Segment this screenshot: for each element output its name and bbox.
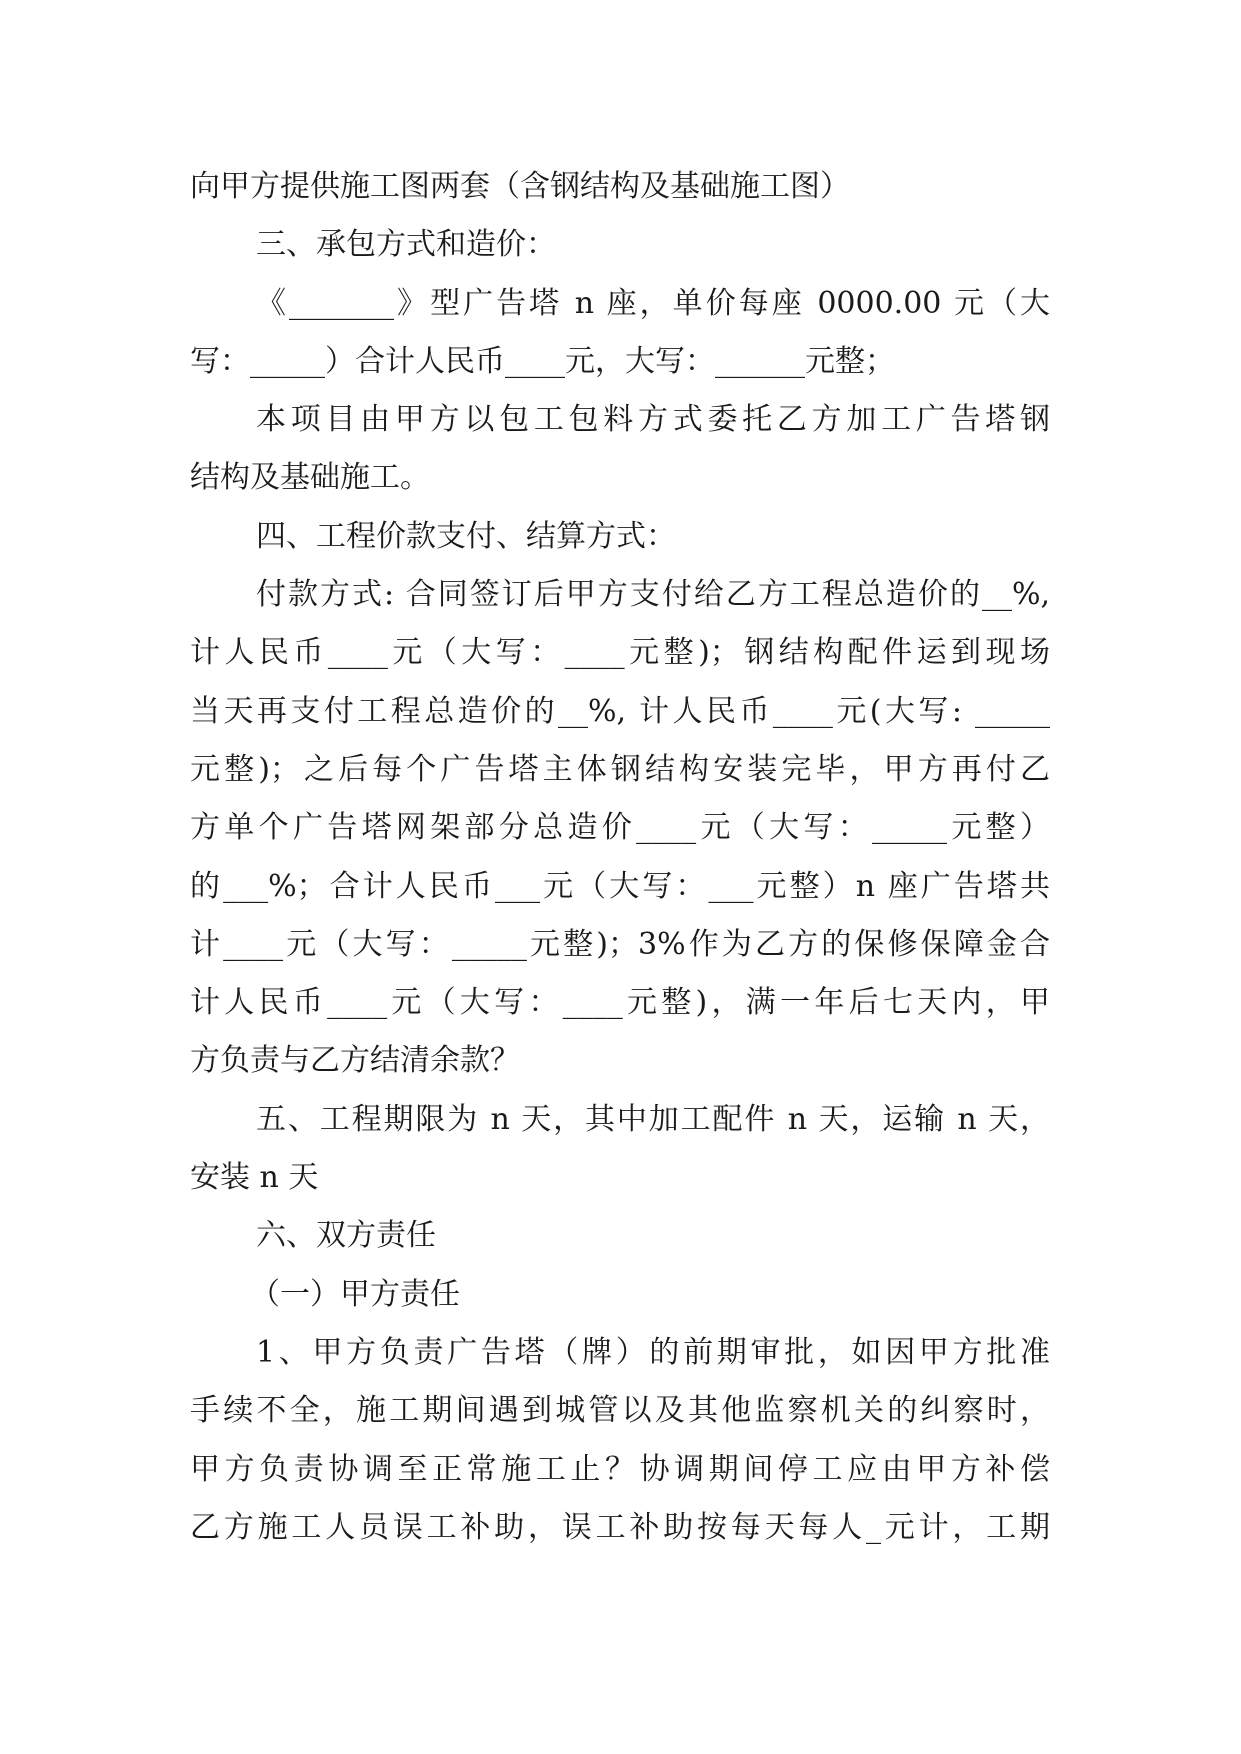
- text-line: 手续不全，施工期间遇到城管以及其他监察机关的纠察时，: [190, 1393, 1050, 1429]
- text-line: 方负责与乙方结清余款？: [190, 1043, 520, 1079]
- text-line: 乙方施工人员误工补助，误工补助按每天每人_元计，工期: [190, 1509, 1050, 1545]
- text-line: 的___%；合计人民币___元（大写：___元整）n 座广告塔共: [190, 868, 1050, 904]
- section-heading-duration: 五、工程期限为 n 天，其中加工配件 n 天，运输 n 天，: [256, 1101, 1050, 1137]
- contract-body: [190, 158, 1050, 1557]
- section-heading-responsibilities: 六、双方责任: [256, 1218, 436, 1254]
- text-line: 结构及基础施工。: [190, 460, 430, 496]
- text-line: 本项目由甲方以包工包料方式委托乙方加工广告塔钢: [256, 402, 1050, 438]
- text-line: 安装 n 天: [190, 1160, 319, 1196]
- text-line: 写：_____）合计人民币____元，大写：______元整；: [190, 343, 895, 379]
- text-line: 当天再支付工程总造价的__%, 计人民币____元(大写: _____: [190, 693, 1050, 729]
- text-line: 方单个广告塔网架部分总造价____元（大写：_____元整）: [190, 810, 1050, 846]
- text-line: 甲方负责协调至正常施工止？协调期间停工应由甲方补偿: [190, 1451, 1050, 1487]
- text-line: 计人民币____元（大写：____元整)；钢结构配件运到现场: [190, 635, 1050, 671]
- text-line: 《_______》型广告塔 n 座，单价每座 0000.00 元（大: [256, 285, 1050, 321]
- text-line: 计人民币____元（大写：____元整)，满一年后七天内，甲: [190, 985, 1050, 1021]
- text-line: 付款方式: 合同签订后甲方支付给乙方工程总造价的__%,: [256, 577, 1050, 613]
- subsection-heading-party-a: （一）甲方责任: [250, 1276, 460, 1312]
- text-line: 1、甲方负责广告塔（牌）的前期审批，如因甲方批准: [256, 1334, 1050, 1370]
- text-line: 计____元（大写：_____元整)；3%作为乙方的保修保障金合: [190, 926, 1050, 962]
- section-heading-payment: 四、工程价款支付、结算方式：: [256, 518, 676, 554]
- section-heading-contract-method: 三、承包方式和造价：: [256, 227, 556, 263]
- text-line: 向甲方提供施工图两套（含钢结构及基础施工图）: [190, 169, 850, 204]
- text-line: 元整)；之后每个广告塔主体钢结构安装完毕，甲方再付乙: [190, 751, 1050, 787]
